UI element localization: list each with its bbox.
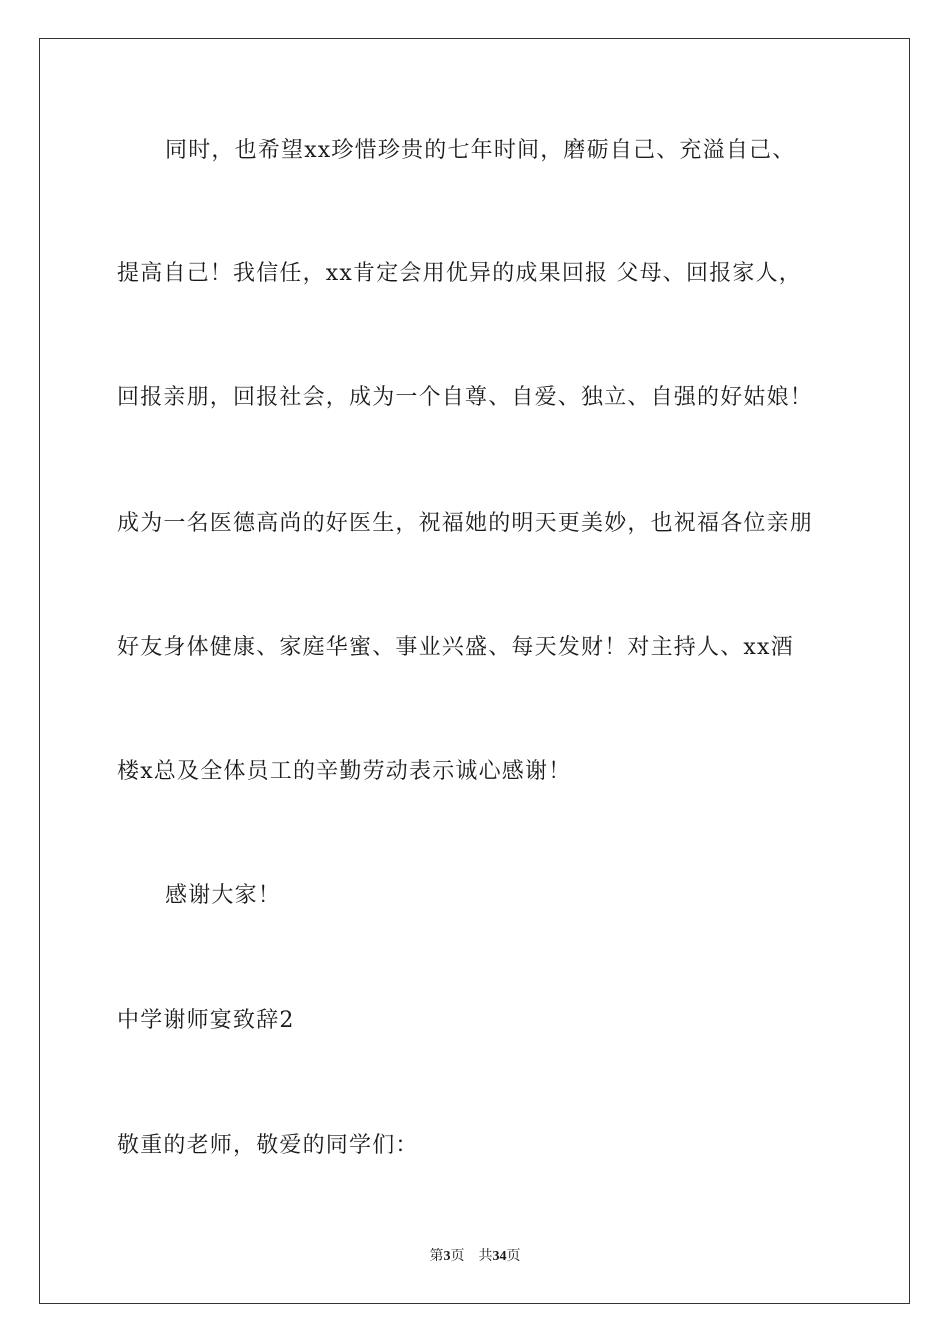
footer-total-suffix: 页 xyxy=(506,1249,521,1264)
paragraph-line-5: 好友身体健康、家庭华蜜、事业兴盛、每天发财！对主持人、xx酒 xyxy=(117,635,794,660)
paragraph-line-2: 提高自己！我信任，xx肯定会用优异的成果回报 父母、回报家人， xyxy=(117,261,803,286)
paragraph-line-4: 成为一名医德高尚的好医生，祝福她的明天更美妙，也祝福各位亲朋 xyxy=(117,511,814,536)
page-border xyxy=(39,38,910,1304)
footer-total-pages: 34 xyxy=(492,1249,507,1264)
footer-total-prefix: 共 xyxy=(478,1249,493,1264)
section-title: 中学谢师宴致辞2 xyxy=(117,1008,295,1033)
salutation: 敬重的老师，敬爱的同学们： xyxy=(117,1133,419,1158)
footer-page-suffix: 页 xyxy=(450,1249,465,1264)
paragraph-line-6: 楼x总及全体员工的辛勤劳动表示诚心感谢！ xyxy=(117,759,572,784)
paragraph-line-3: 回报亲朋，回报社会，成为一个自尊、自爱、独立、自强的好姑娘！ xyxy=(117,385,814,410)
page-footer xyxy=(0,1247,950,1267)
footer-page-prefix: 第 xyxy=(429,1249,444,1264)
closing-thanks: 感谢大家！ xyxy=(165,883,282,908)
paragraph-line-1: 同时，也希望xx珍惜珍贵的七年时间，磨砺自己、充溢自己、 xyxy=(165,138,796,163)
footer-page-number: 3 xyxy=(443,1249,451,1264)
